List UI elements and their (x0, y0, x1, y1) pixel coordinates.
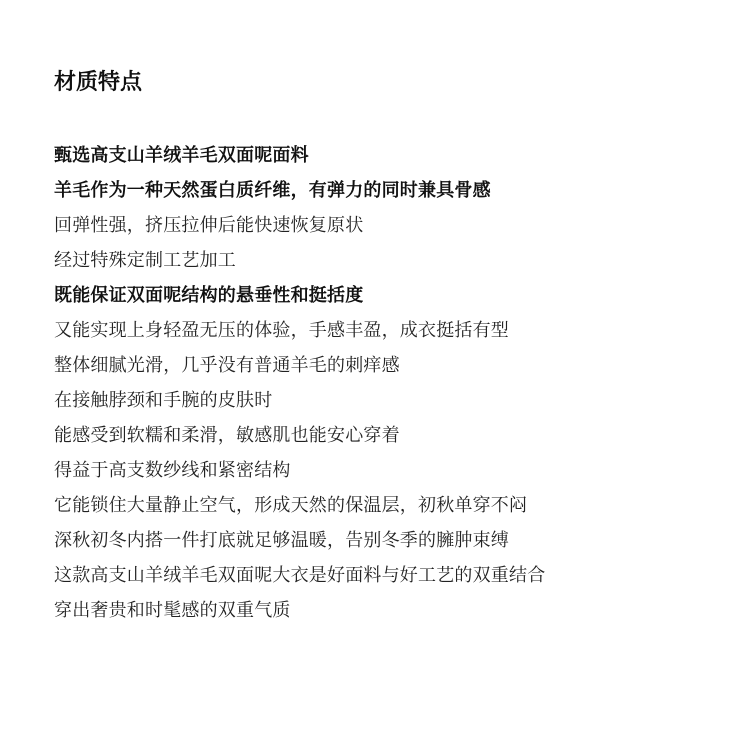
text-line: 整体细腻光滑，几乎没有普通羊毛的刺痒感 (54, 355, 400, 376)
text-line: 羊毛作为一种天然蛋白质纤维，有弹力的同时兼具骨感 (54, 180, 491, 201)
feature-text-list (54, 138, 545, 628)
text-line: 穿出奢贵和时髦感的双重气质 (54, 600, 291, 621)
text-line: 既能保证双面呢结构的悬垂性和挺括度 (54, 285, 364, 306)
text-line: 深秋初冬内搭一件打底就足够温暖，告别冬季的臃肿束缚 (54, 530, 509, 551)
text-line: 这款高支山羊绒羊毛双面呢大衣是好面料与好工艺的双重结合 (54, 565, 546, 586)
text-line: 又能实现上身轻盈无压的体验，手感丰盈，成衣挺括有型 (54, 320, 509, 341)
text-line: 回弹性强，挤压拉伸后能快速恢复原状 (54, 215, 364, 236)
text-line: 得益于高支数纱线和紧密结构 (54, 460, 291, 481)
text-line: 能感受到软糯和柔滑，敏感肌也能安心穿着 (54, 425, 400, 446)
text-line: 甄选高支山羊绒羊毛双面呢面料 (54, 145, 309, 166)
text-line: 经过特殊定制工艺加工 (54, 250, 236, 271)
section-heading: 材质特点 (54, 70, 143, 95)
text-line: 在接触脖颈和手腕的皮肤时 (54, 390, 273, 411)
text-line: 它能锁住大量静止空气，形成天然的保温层，初秋单穿不闷 (54, 495, 528, 516)
